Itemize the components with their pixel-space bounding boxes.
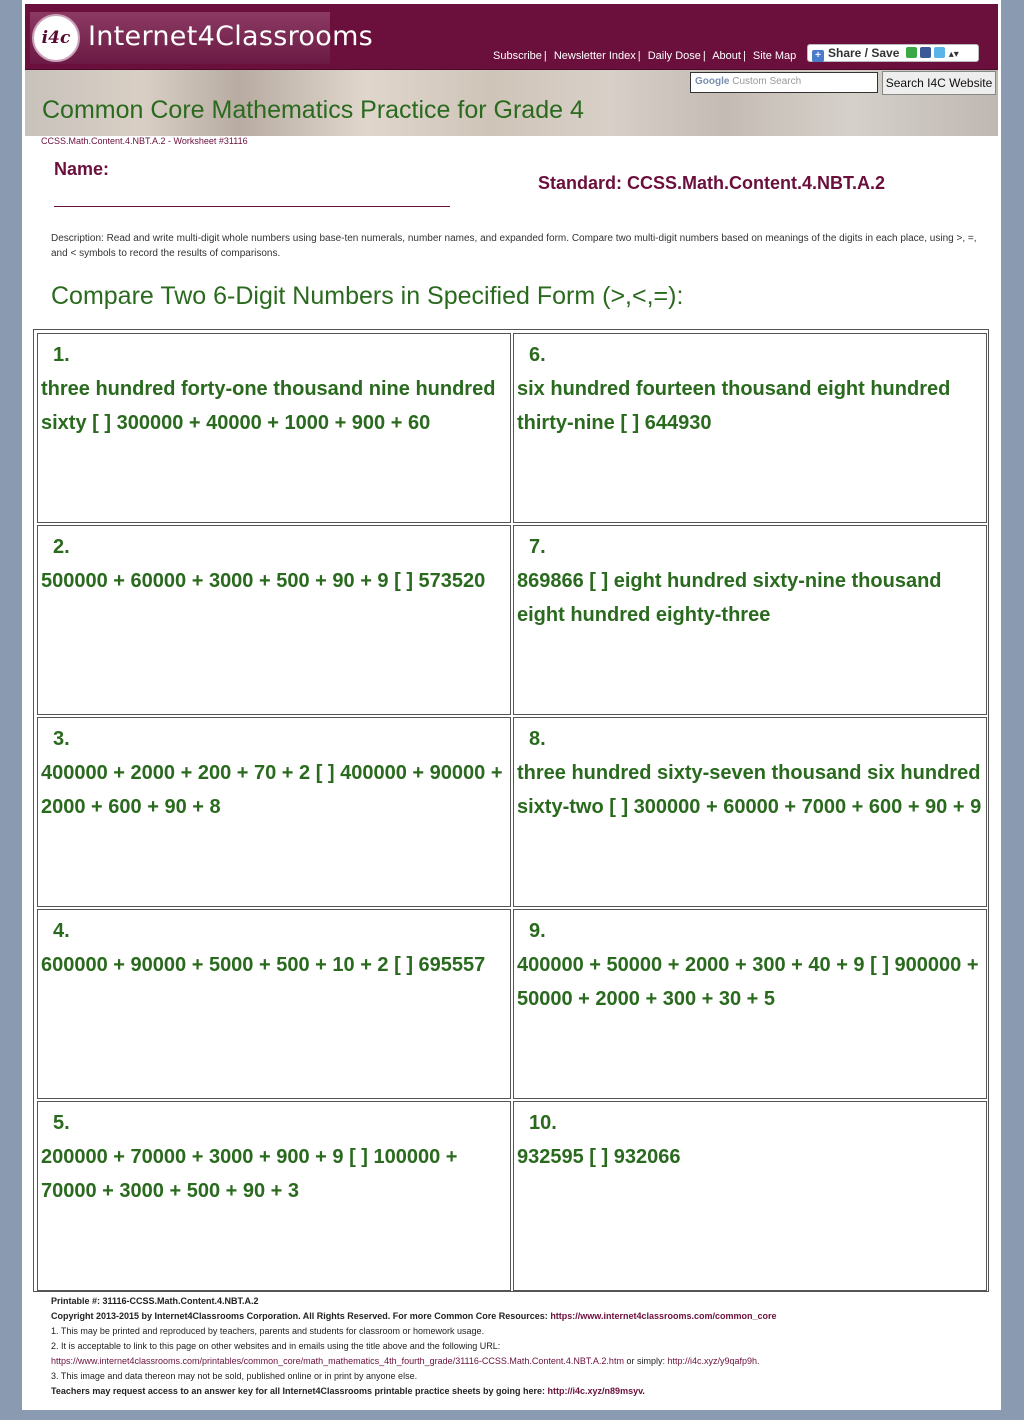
problem-number: 2. [53, 536, 70, 558]
twitter-icon [934, 47, 945, 58]
note-3: 3. This image and data thereon may not be sold, published online or in print by anyone else. [51, 1371, 418, 1381]
nav-about[interactable]: About [712, 50, 741, 62]
nav-daily-dose[interactable]: Daily Dose [647, 50, 701, 62]
worksheet-crumb: CCSS.Math.Content.4.NBT.A.2 - Worksheet #31116 [41, 136, 248, 146]
header-bar [25, 4, 998, 70]
problem-text: three hundred sixty-seven thousand six hundred sixty-two [ ] 300000 + 60000 + 7000 + 600 + 90 + 9 [517, 762, 982, 818]
name-label: Name: [54, 159, 110, 179]
answer-key-text: Teachers may request access to an answer key for all Internet4Classrooms printable practice sheets by going here: [51, 1386, 546, 1396]
problem-cell [37, 525, 511, 715]
answer-key-link[interactable]: http://i4c.xyz/n89msyv [547, 1386, 643, 1396]
search-input[interactable] [690, 72, 878, 93]
worksheet-title: Compare Two 6-Digit Numbers in Specified Form (>,<,=): [51, 282, 684, 310]
problem-cell [513, 525, 987, 715]
note-2: 2. It is acceptable to link to this page on other websites and in emails using the title above and the following URL: [51, 1341, 501, 1351]
problem-text: 869866 [ ] eight hundred sixty-nine thousand eight hundred eighty-three [517, 570, 942, 626]
chevron-updown-icon: ▴▾ [948, 49, 959, 60]
problem-number: 8. [529, 728, 546, 750]
problem-cell [37, 909, 511, 1099]
search-placeholder: Custom Search [732, 76, 802, 87]
google-logo: Google [695, 76, 730, 87]
problem-number: 10. [529, 1112, 557, 1134]
problem-text: 932595 [ ] 932066 [517, 1146, 681, 1168]
problem-cell [37, 717, 511, 907]
problem-number: 4. [53, 920, 70, 942]
problem-text: 500000 + 60000 + 3000 + 500 + 90 + 9 [ ] 573520 [41, 570, 486, 592]
share-plus-icon: + [812, 50, 824, 62]
problem-number: 6. [529, 344, 546, 366]
problem-text: 600000 + 90000 + 5000 + 500 + 10 + 2 [ ] 695557 [41, 954, 486, 976]
problem-number: 7. [529, 536, 546, 558]
worksheet-page [22, 0, 1001, 1410]
problem-cell [513, 333, 987, 523]
problem-grid [33, 329, 989, 1292]
problem-text: 400000 + 50000 + 2000 + 300 + 40 + 9 [ ] 900000 + 50000 + 2000 + 300 + 30 + 5 [517, 954, 979, 1010]
footer: Printable #: 31116-CCSS.Math.Content.4.NBT.A.2 Copyright 2013-2015 by Internet4Classrooms Corporation. All Rights Reserved. For more Common Core Resources: https://www.internet4classrooms.com/common_core 1. This may be printed and reproduced by teachers, parents and students for classroom or homework usage. 2. It is acceptable to link to this page on other websites and in emails using the title above and the following URL: https://www.internet4classrooms.com/printables/common_core/math_mathematics_4th_fourth_grade/31116-CCSS.Math.Content.4.NBT.A.2.htm or simply: http://i4c.xyz/y9qafp9h. 3. This image and data thereon may not be sold, published online or in print by anyone else. Teachers may request access to an answer key for all Internet4Classrooms printable practice sheets by going here: http://i4c.xyz/n89msyv. [51, 1294, 991, 1399]
printable-number: Printable #: 31116-CCSS.Math.Content.4.NBT.A.2 [51, 1296, 259, 1306]
problem-cell [513, 717, 987, 907]
short-url[interactable]: http://i4c.xyz/y9qafp9h [667, 1356, 758, 1366]
problem-number: 1. [53, 344, 70, 366]
common-core-link[interactable]: https://www.internet4classrooms.com/common_core [550, 1311, 777, 1321]
nav-site-map[interactable]: Site Map [752, 50, 797, 62]
facebook-icon [920, 47, 931, 58]
search-button[interactable]: Search I4C Website [882, 71, 996, 95]
nav-subscribe[interactable]: Subscribe [493, 50, 542, 62]
print-icon [906, 47, 917, 58]
problem-text: 400000 + 2000 + 200 + 70 + 2 [ ] 400000 + 90000 + 2000 + 600 + 90 + 8 [41, 762, 503, 818]
note-1: 1. This may be printed and reproduced by teachers, parents and students for classroom or homework usage. [51, 1326, 485, 1336]
logo-badge-icon: i4c [32, 14, 80, 62]
share-label: Share / Save [828, 46, 900, 60]
nav-newsletter-index[interactable]: Newsletter Index [553, 50, 636, 62]
problem-cell [37, 333, 511, 523]
problem-number: 9. [529, 920, 546, 942]
standard-label: Standard: CCSS.Math.Content.4.NBT.A.2 [538, 173, 886, 193]
problem-number: 3. [53, 728, 70, 750]
worksheet-url[interactable]: https://www.internet4classrooms.com/printables/common_core/math_mathematics_4th_fourth_grade/31116-CCSS.Math.Content.4.NBT.A.2.htm [51, 1356, 624, 1366]
problem-cell [37, 1101, 511, 1291]
top-nav: Subscribe | Newsletter Index | Daily Dose | About | Site Map [493, 50, 797, 62]
share-save-button[interactable] [807, 44, 979, 62]
site-logo[interactable] [30, 12, 374, 64]
copyright-text: Copyright 2013-2015 by Internet4Classrooms Corporation. All Rights Reserved. For more Common Core Resources: [51, 1311, 548, 1321]
logo-text: Internet4Classrooms [88, 21, 374, 52]
problem-text: three hundred forty-one thousand nine hundred sixty [ ] 300000 + 40000 + 1000 + 900 + 60 [41, 378, 496, 434]
note-2-or-simply: or simply: [626, 1356, 665, 1366]
site-header [25, 4, 998, 136]
name-line [54, 206, 450, 207]
problem-text: 200000 + 70000 + 3000 + 900 + 9 [ ] 100000 + 70000 + 3000 + 500 + 90 + 3 [41, 1146, 458, 1202]
page-title: Common Core Mathematics Practice for Grade 4 [42, 96, 584, 124]
problem-number: 5. [53, 1112, 70, 1134]
problem-text: six hundred fourteen thousand eight hundred thirty-nine [ ] 644930 [517, 378, 951, 434]
description: Description: Read and write multi-digit whole numbers using base-ten numerals, number names, and expanded form. Compare two multi-digit numbers based on meanings of the digits in each place, using >, =, and < symbols to record the results of comparisons. [51, 233, 977, 259]
problem-cell [513, 1101, 987, 1291]
problem-cell [513, 909, 987, 1099]
